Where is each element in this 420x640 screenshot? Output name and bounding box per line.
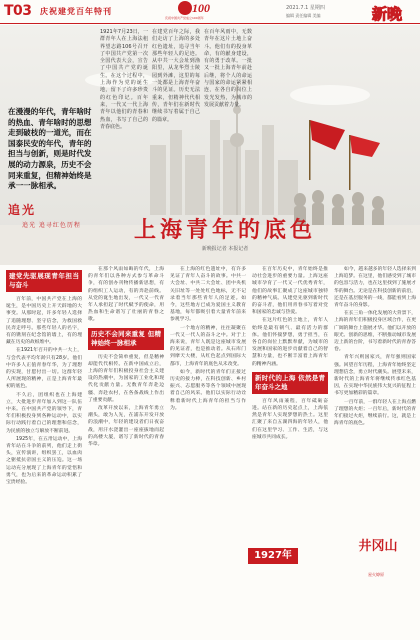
intro-lede: 在漫漫的年代，青年啥时的热血、青年啥时的思想走到破枝的一道光，而在国泰民安的年代，青年的担当与创新，则是时代发展的动力源泉，历史不会同来重复，但精神始终是承一一脉相承。	[8, 107, 92, 191]
body-paragraph: 一百年前，一群年轻人在上海点燃了理想的火炬；一百年后，新时代的青年们接过火炬，继续前行。这，就是上海青年的底色。	[334, 399, 416, 427]
byline: 新晚报记者 本报记者	[201, 246, 249, 252]
newspaper-logo	[372, 3, 416, 21]
hero-banner	[0, 25, 420, 265]
section-subheading: 历史不会同来重复 但精神始终一脉相承	[88, 328, 164, 350]
party-emblem-icon	[178, 1, 192, 15]
hero-column-1: 1921年7月23日，一群青年人在上海法租界望志路106号召开了中国共产党第一次全国代表大会，宣告了中国共产党的诞生。在这个过程中，上海作为党的诞生地，留下了许多珍贵的红色印记。百年来，一代又一代上海青年以他们的青春和热血，书写了自己的青春底色。	[100, 29, 148, 130]
article-body	[6, 266, 416, 636]
body-paragraph: 在那个风雨如晦的年代，上海的青年们以各种方式参与革命斗争，有的创办刊物传播新思想，有的组织工人运动，有的奔赴前线。从党的诞生地出发，一代又一代青年人承担起了时代赋予的使命，用热血和生命谱写了壮丽的青春之歌。	[88, 267, 164, 323]
page-header	[0, 0, 420, 24]
logo-text: 新晚	[372, 5, 403, 23]
body-column-4	[252, 266, 328, 536]
body-paragraph: 改革开放以来，上海青年勇立潮头，敢为人先，在浦东开发开放的浪潮中，年轻的建设者们日夜奋战，用汗水浇灌出一座座拔地而起的高楼大厦，谱写了新时代的青春华章。	[88, 406, 164, 448]
body-paragraph: 如今，新时代的青年们正接过历史的接力棒，在科技创新、乡村振兴、志愿服务等各个领域中展现着自己的风采。他们以实际行动诠释着新时代上海青年的担当与作为。	[170, 369, 246, 411]
body-paragraph: 百年前，中国共产党在上海的诞生，是中国历史上开天辟地的大事变。从那时起，许多年轻人选择了追随理想、坚守信念，为救国救民奔走呼号。那些年轻人的名字，有的镌刻在纪念馆的墙上，有的埋藏在历史的故纸堆中。	[6, 297, 82, 346]
anniversary-subtitle: 庆祝中国共产党成立100周年	[165, 16, 204, 20]
body-paragraph: 不久后，团组织也在上海建立，大批进步青年加入到这一队伍中来。在中国共产党的领导下，青年们积极投身到各种运动中，以实际行动践行着自己的理想和信念，为民族的独立与解放不断前进。	[6, 392, 82, 434]
body-paragraph: 在1921年召开的中共一大上，与会代表平均年龄只有28岁。他们中许多人正值青春年华，为了理想的实现，甘愿付出一切。这群年轻人所展现的精神，正是上海青年最初的底色。	[6, 348, 82, 390]
column-kicker-subtitle: 追光 追寻红色历程	[22, 222, 81, 229]
body-paragraph: 在长三角一体化发展的大背景下，上海的青年们积极投身区域合作，在更广阔的舞台上施展才华。他们以开放的眼光、创新的思维，不断推动城市发展迈上新的台阶，书写着新时代的青春答卷。	[334, 311, 416, 353]
body-column-1	[6, 266, 82, 636]
stamp-title: 井冈山	[358, 539, 398, 554]
stamp-subtitle: 星火燎原	[368, 572, 384, 577]
body-paragraph: 1925年，在五卅运动中，上海青年站在斗争的前列，他们走上街头，宣传演讲，组织罢工，以血肉之躯抵抗帝国主义的压迫。这一场运动充分展现了上海青年的觉悟和勇气，也为后来的革命运动积累了宝贵经验。	[6, 436, 82, 486]
body-column-3	[170, 266, 246, 536]
body-paragraph: 百年风雨兼程，百年砥砺奋进。站在新的历史起点上，上海依然是青年人实现梦想的热土。这里汇聚了来自五湖四海的年轻人，他们在这里学习、工作、生活，与这座城市共同成长。	[252, 398, 328, 440]
year-tag: 1927年	[248, 548, 298, 564]
header-divider	[0, 23, 420, 24]
issue-date: 2021.7.1 星期四	[286, 5, 325, 11]
body-paragraph: 在这片红色的土地上，青年人始终是最有朝气、最有活力的群体。他们怀揣梦想，勇于担当，在各自的岗位上默默奉献，为城市的发展和国家的进步贡献着自己的智慧和力量，也不断丰富着上海青年的精神内涵。	[252, 318, 328, 367]
editor-credits: 编辑 责任编辑 美编	[286, 13, 321, 18]
page-number: T03	[4, 3, 32, 19]
section-subheading: 建党先驱展现青年担当与奋斗	[6, 270, 82, 292]
hero-column-2: 在建党百年之际，我们走访了上海的多处红色遗址，追寻当年那些年轻人的足迹。从中共一大会址到渔阳里，从龙华烈士陵园到外滩，这里的每一处都是上海青年奋斗的见证。历史无法重来，但精神代代相传，青年们在新时代继续书写着属于自己的篇章。	[152, 29, 200, 123]
body-paragraph: 如今，越来越多的年轻人选择来到上海追梦。在这里，他们感受到了城市的包容与活力，也在这里找到了施展才华的舞台。无论是在科技创新的前沿，还是在基层服务的一线，都能看到上海青年奋斗的身影。	[334, 267, 416, 309]
body-column-2	[88, 266, 164, 636]
section-subheading: 新时代的上海 依然是青年奋斗之地	[252, 372, 328, 394]
anniversary-mark: 100	[192, 1, 210, 15]
jinggangshan-stamp	[358, 540, 398, 590]
hero-column-3: 在百年风雨中，无数青年在这片土地上奋斗。他们有的投身革命，有的献身建设，有的勇于改革。一批又一批上海青年前赴后继，将个人的命运与国家的命运紧紧相连，在各自的岗位上发光发热，为城市的发展贡献着力量。	[204, 29, 252, 108]
body-paragraph: 一个地方的精神，往往凝聚在一代又一代人的奋斗之中。对于上海来说，青年人既是这座城市发展的见证者，也是推动者。从石库门到摩天大楼，从红色起点到国际大都市，上海青年的底色从未改变。	[170, 325, 246, 367]
body-paragraph: 在百年历史中，青年始终是推动社会进步的重要力量。上海这座城市孕育了一代又一代优秀青年，他们的故事汇聚成了这座城市独特的精神气质。从建党先驱到新时代的奋斗者，他们用青春书写着对党和国家的忠诚与热爱。	[252, 267, 328, 316]
body-paragraph: 历史不会简单重复，但是精神却能代代相传。在新中国成立后，上海的青年们积极投身社会主义建设的热潮中，为国家的工业化和现代化贡献力量。无数青年奔赴边疆、奔赴农村，在各条战线上作出了重要贡献。	[88, 354, 164, 403]
body-column-5	[334, 266, 416, 536]
body-paragraph: 青年兴则国家兴，青年强则国家强。回望百年历程，上海青年始终坚定理想信念，勇立时代潮头。展望未来，新时代的上海青年将继续传承红色基因，在实现中华民族伟大复兴的征程上书写更加精彩的篇章。	[334, 355, 416, 397]
section-title: 庆祝建党百年特刊	[40, 7, 112, 16]
column-kicker: 追光	[8, 203, 37, 217]
body-paragraph: 在上海的红色遗址中，有许多见证了青年人奋斗的故事。中共一大会址、中共二大会址、团中央机关旧址等一处处红色地标，无不记录着当年那些青年人的足迹。如今，这些地方已成为爱国主义教育基地，每年都吸引着大量青年前来参观学习。	[170, 267, 246, 323]
headline: 上海青年的底色	[133, 217, 316, 243]
